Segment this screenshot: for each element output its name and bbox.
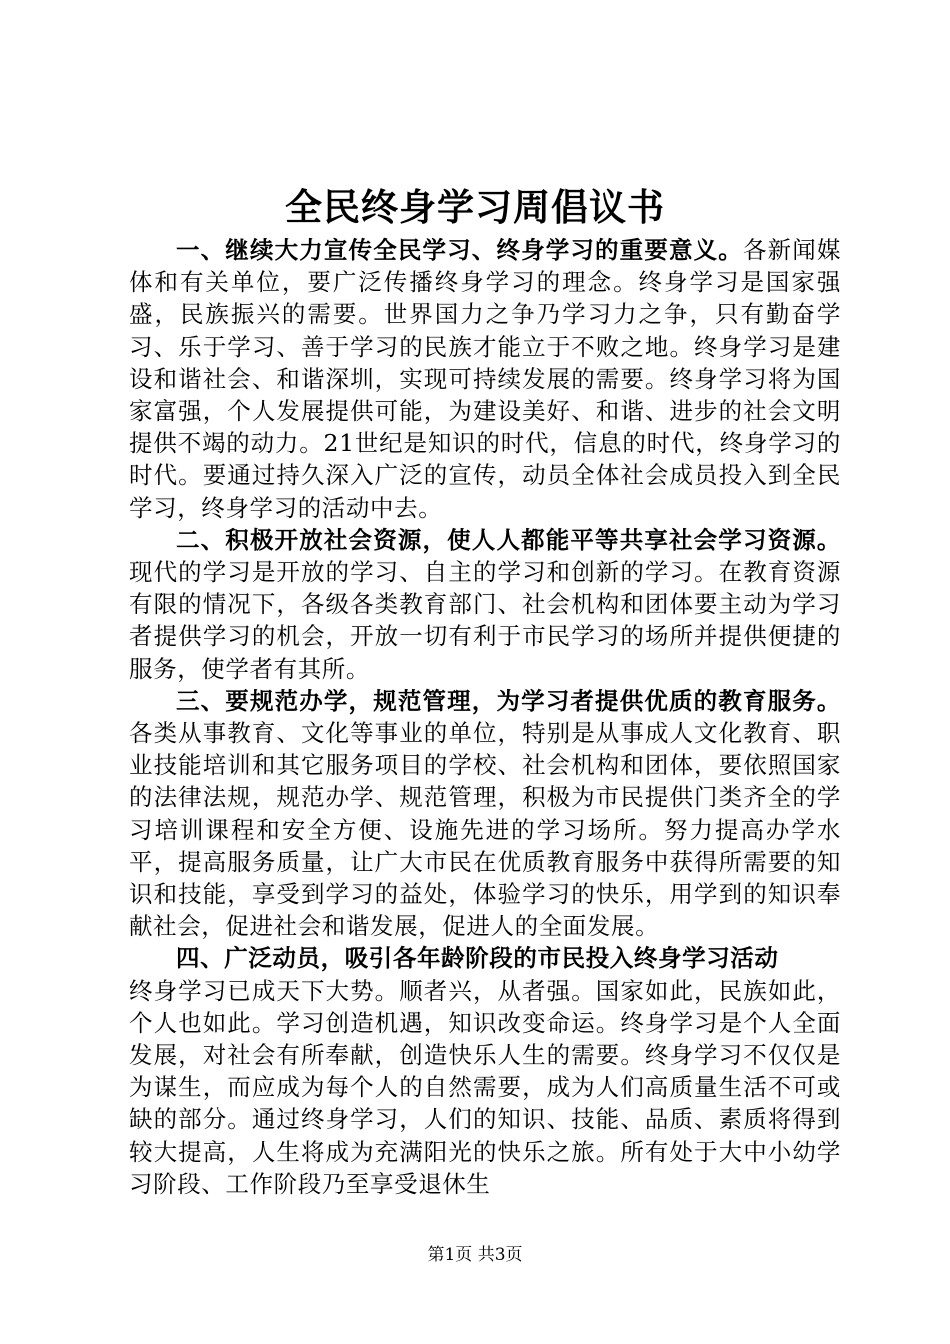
document-body [129, 234, 841, 1200]
page-footer: 第1页 共3页 [427, 1245, 523, 1265]
document-title: 全民终身学习周倡议书 [285, 185, 665, 229]
paragraph-2-heading: 二、积极开放社会资源，使人人都能平等共享社会学习资源。 [176, 525, 841, 554]
paragraph-4-heading: 四、广泛动员，吸引各年龄阶段的市民投入终身学习活动 [176, 944, 779, 973]
paragraph-3-text: 各类从事教育、文化等事业的单位，特别是从事成人文化教育、职业技能培训和其它服务项目的学校、社会机构和团体，要依照国家的法律法规，规范办学、规范管理，积极为市民提供门类齐全的学习培训课程和安全方便、设施先进的学习场所。努力提高办学水平，提高服务质量，让广大市民在优质教育服务中获得所需要的知识和技能，享受到学习的益处，体验学习的快乐，用学到的知识奉献社会，促进社会和谐发展，促进人的全面发展。 [129, 719, 841, 941]
paragraph-1 [129, 234, 841, 524]
paragraph-2 [129, 524, 841, 685]
paragraph-4 [129, 942, 841, 974]
paragraph-1-text: 各新闻媒体和有关单位，要广泛传播终身学习的理念。终身学习是国家强盛，民族振兴的需要。世界国力之争乃学习力之争，只有勤奋学习、乐于学习、善于学习的民族才能立于不败之地。终身学习是建设和谐社会、和谐深圳，实现可持续发展的需要。终身学习将为国家富强，个人发展提供可能，为建设美好、和谐、进步的社会文明提供不竭的动力。21世纪是知识的时代，信息的时代，终身学习的时代。要通过持久深入广泛的宣传，动员全体社会成员投入到全民学习，终身学习的活动中去。 [129, 236, 841, 522]
paragraph-1-heading: 一、继续大力宣传全民学习、终身学习的重要意义。 [176, 236, 743, 264]
paragraph-5 [129, 975, 841, 1200]
paragraph-5-text: 终身学习已成天下大势。顺者兴，从者强。国家如此，民族如此，个人也如此。学习创造机遇，知识改变命运。终身学习是个人全面发展，对社会有所奉献，创造快乐人生的需要。终身学习不仅仅是为谋生，而应成为每个人的自然需要，成为人们高质量生活不可或缺的部分。通过终身学习，人们的知识、技能、品质、素质将得到较大提高，人生将成为充满阳光的快乐之旅。所有处于大中小幼学习阶段、工作阶段乃至享受退休生 [129, 976, 841, 1198]
paragraph-3-heading: 三、要规范办学，规范管理，为学习者提供优质的教育服务。 [176, 686, 841, 715]
paragraph-3 [129, 685, 841, 943]
paragraph-2-text: 现代的学习是开放的学习、自主的学习和创新的学习。在教育资源有限的情况下，各级各类教育部门、社会机构和团体要主动为学习者提供学习的机会，开放一切有利于市民学习的场所并提供便捷的服务，使学者有其所。 [129, 558, 841, 683]
